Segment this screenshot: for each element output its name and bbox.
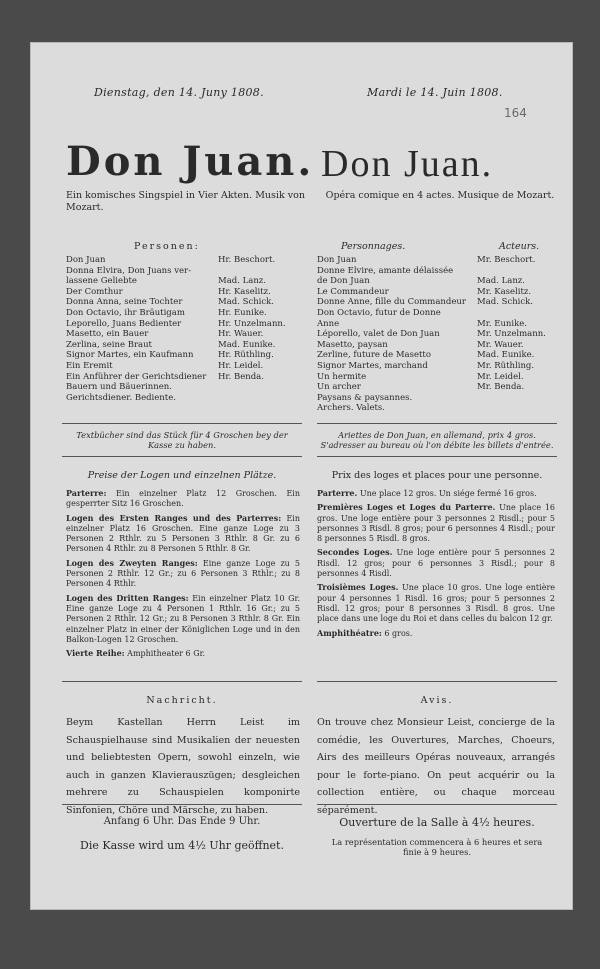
cast-row bbox=[66, 382, 306, 393]
price-label: Logen des Zweyten Ranges: bbox=[66, 557, 198, 568]
cast-row bbox=[66, 372, 306, 383]
cast-row bbox=[66, 393, 306, 404]
cast-role: Zerlina, seine Braut bbox=[66, 339, 152, 350]
cast-row bbox=[317, 393, 561, 404]
cast-role: Don Juan bbox=[317, 255, 357, 265]
price-text: Ein einzelner Platz 10 Gr. Eine ganze Loge zu 4 Personen 1 Rthlr. 16 Gr.; zu 5 Personen 2 Rthlr. 12 Gr.; zu 8 Personen 3 Rthlr. 8 Gr. Ein einzelner Platz in einer der Königlichen Loge und in den Balkon-Logen 12 Groschen. bbox=[66, 593, 300, 644]
cast-role: Donna Anna, seine Tochter bbox=[66, 297, 183, 308]
price-text: 6 gros. bbox=[384, 628, 413, 638]
cast-row bbox=[317, 266, 561, 277]
cast-row bbox=[317, 255, 561, 266]
cast-actor: Hr. Rüthling. bbox=[218, 350, 274, 361]
price-entry bbox=[66, 558, 300, 590]
subtitle-german: Ein komisches Singspiel in Vier Akten. Musik von Mozart. bbox=[66, 190, 305, 213]
booklet-note-german: Textbücher sind das Stück für 4 Groschen bey der Kasse zu haben. bbox=[76, 430, 288, 450]
cast-actor: Mad. Lanz. bbox=[477, 276, 525, 287]
cast-actor: Mr. Kaselitz. bbox=[477, 286, 532, 297]
cast-actor: Hr. Beschort. bbox=[218, 255, 276, 265]
cast-actor: Hr. Unzelmann. bbox=[218, 318, 286, 329]
price-label: Logen des Ersten Ranges und des Parterres: bbox=[66, 512, 282, 523]
cast-role: Masetto, paysan bbox=[317, 339, 388, 350]
cast-role: Don Octavio, futur de Donne bbox=[317, 307, 441, 318]
cast-actor: Hr. Wauer. bbox=[218, 329, 264, 340]
cast-row bbox=[66, 308, 306, 319]
cast-role: Paysans & paysannes. bbox=[317, 392, 413, 403]
cast-role: Léporello, valet de Don Juan bbox=[317, 329, 440, 340]
title-french: Don Juan. bbox=[321, 143, 494, 185]
cast-row bbox=[66, 340, 306, 351]
cast-role: Ein Anführer der Gerichtsdiener bbox=[66, 371, 207, 382]
start-time-german: Anfang 6 Uhr. Das Ende 9 Uhr. bbox=[103, 816, 261, 827]
cast-row bbox=[317, 308, 561, 319]
cast-row bbox=[66, 361, 306, 372]
notice-header-german: Nachricht. bbox=[146, 695, 218, 706]
price-entry bbox=[317, 582, 555, 624]
price-text: Amphitheater 6 Gr. bbox=[127, 649, 206, 659]
box-office-german: Die Kasse wird um 4½ Uhr geöffnet. bbox=[80, 839, 284, 852]
price-entry bbox=[66, 488, 300, 510]
cast-role: Anne bbox=[317, 318, 340, 329]
subtitle-french: Opéra comique en 4 actes. Musique de Mozart. bbox=[325, 190, 555, 201]
cast-role: Bauern und Bäuerinnen. bbox=[66, 382, 172, 393]
notice-header-french: Avis. bbox=[420, 695, 454, 706]
cast-role: Un archer bbox=[317, 382, 361, 393]
cast-role: Un hermite bbox=[317, 371, 367, 382]
cast-row bbox=[66, 329, 306, 340]
price-label: Amphithéatre: bbox=[317, 627, 382, 638]
cast-actor: Mad. Eunike. bbox=[218, 339, 276, 350]
prices-german bbox=[66, 488, 300, 662]
cast-role: Zerline, future de Masetto bbox=[317, 350, 431, 361]
title-german: Don Juan. bbox=[66, 138, 315, 185]
cast-actor: Hr. Leidel. bbox=[218, 360, 264, 371]
price-text: Une loge entière pour 5 personnes 2 Risdl. 12 gros; pour 6 personnes 3 Risdl.; pour 8 personnes 4 Risdl. bbox=[317, 548, 555, 579]
price-text: Eine ganze Loge zu 5 Personen 2 Rthlr. 12 Gr.; zu 6 Personen 3 Rthlr.; zu 8 Personen 4 Rthlr. bbox=[66, 558, 301, 589]
prices-french bbox=[317, 488, 555, 642]
cast-role: Donna Elvira, Don Juans ver- bbox=[66, 265, 191, 276]
cast-row bbox=[66, 319, 306, 330]
price-entry bbox=[317, 502, 555, 544]
cast-row bbox=[66, 266, 306, 277]
price-label: Premières Loges et Loges du Parterre. bbox=[317, 502, 496, 513]
cast-role: Le Commandeur bbox=[317, 286, 389, 297]
cast-header-german: Personen: bbox=[134, 241, 200, 252]
price-entry bbox=[66, 648, 300, 659]
cast-list-german bbox=[66, 255, 306, 403]
cast-role: Ein Eremit bbox=[66, 360, 113, 371]
cast-actor: Mr. Leidel. bbox=[477, 371, 524, 382]
cast-row bbox=[66, 255, 306, 266]
price-text: Ein einzelner Platz 12 Groschen. Ein gesperrter Sitz 16 Groschen. bbox=[66, 489, 301, 509]
cast-role: Archers. Valets. bbox=[317, 403, 385, 414]
playbill-sheet bbox=[30, 42, 573, 910]
price-entry bbox=[317, 628, 555, 639]
cast-row bbox=[317, 287, 561, 298]
cast-role: Don Juan bbox=[66, 255, 106, 265]
cast-actor: Mad. Schick. bbox=[218, 297, 275, 308]
price-label: Parterre: bbox=[66, 488, 107, 498]
cast-actor: Hr. Kaselitz. bbox=[218, 286, 271, 297]
cast-role: Gerichtsdiener. Bediente. bbox=[66, 392, 176, 403]
cast-role: lassene Geliebte bbox=[66, 276, 137, 287]
price-text: Une place 12 gros. Un siége fermé 16 gros. bbox=[359, 489, 537, 498]
price-label: Troisièmes Loges. bbox=[317, 582, 399, 593]
cast-role: Der Comthur bbox=[66, 286, 123, 297]
cast-row bbox=[66, 350, 306, 361]
price-label: Logen des Dritten Ranges: bbox=[66, 592, 189, 603]
cast-header-roles-french: Personnages. bbox=[341, 241, 406, 252]
cast-row bbox=[317, 350, 561, 361]
price-label: Secondes Loges. bbox=[317, 547, 393, 558]
cast-row bbox=[317, 297, 561, 308]
cast-role: de Don Juan bbox=[317, 276, 370, 287]
date-french: Mardi le 14. Juin 1808. bbox=[367, 86, 503, 99]
cast-row bbox=[66, 287, 306, 298]
notice-french: On trouve chez Monsieur Leist, concierge de la comédie, les Ouvertures, Marches, Choeurs, Airs des meilleurs Opéras nouveaux, arrangés pour le forte-piano. On peut acquérir ou la collection entière, ou chaque morceau séparément. bbox=[317, 717, 555, 816]
price-text: Une place 16 gros. Une loge entière pour 3 personnes 2 Risdl.; pour 5 personnes 3 Risdl. 8 gros; pour 6 personnes 4 Risdl.; pour 8 personnes 5 Risdl. 8 gros. bbox=[317, 503, 555, 544]
cast-actor: Mad. Schick. bbox=[477, 297, 534, 308]
cast-row bbox=[317, 276, 561, 287]
cast-row bbox=[317, 372, 561, 383]
cast-actor: Mr. Eunike. bbox=[477, 318, 527, 329]
booklet-note-french: Ariettes de Don Juan, en allemand, prix 4 gros. S'adresser au bureau où l'on débite les billets d'entrée. bbox=[320, 430, 554, 450]
schedule-french: La représentation commencera à 6 heures et sera finie à 9 heures. bbox=[331, 837, 543, 857]
cast-role: Signor Martes, ein Kaufmann bbox=[66, 350, 194, 361]
price-text: Ein einzelner Platz 16 Groschen. Eine ganze Loge zu 3 Personen 2 Rthlr. zu 5 Personen 3 Rthlr. 8 Gr. zu 6 Personen 4 Rthlr. zu 8 Personen 5 Rthlr. 8 Gr. bbox=[66, 513, 300, 554]
cast-role: Leporello, Juans Bedienter bbox=[66, 318, 182, 329]
cast-row bbox=[317, 340, 561, 351]
price-entry bbox=[66, 513, 300, 555]
cast-actor: Mad. Eunike. bbox=[477, 350, 535, 361]
cast-actor: Mr. Beschort. bbox=[477, 255, 536, 265]
opening-time-french: Ouverture de la Salle à 4½ heures. bbox=[339, 816, 535, 829]
price-text: Une place 10 gros. Une loge entière pour 4 personnes 1 Risdl. 16 gros; pour 5 personnes 2 Risdl. 12 gros; pour 8 personnes 3 Risdl. 8 gros. Une place dans une loge du Roi et dans celles du balcon 12 gr. bbox=[317, 583, 555, 624]
cast-actor: Mad. Lanz. bbox=[218, 276, 266, 287]
cast-role: Donne Anne, fille du Commandeur bbox=[317, 297, 466, 308]
cast-row bbox=[66, 297, 306, 308]
price-entry bbox=[66, 593, 300, 645]
cast-actor: Mr. Benda. bbox=[477, 382, 525, 393]
cast-actor: Mr. Rüthling. bbox=[477, 360, 535, 371]
date-german: Dienstag, den 14. Juny 1808. bbox=[94, 86, 264, 99]
cast-row bbox=[66, 276, 306, 287]
price-entry bbox=[317, 488, 555, 499]
cast-actor: Mr. Unzelmann. bbox=[477, 329, 546, 340]
cast-row bbox=[317, 319, 561, 330]
cast-row bbox=[317, 403, 561, 414]
cast-role: Don Octavio, ihr Bräutigam bbox=[66, 307, 185, 318]
prices-header-french: Prix des loges et places pour une personne. bbox=[331, 470, 543, 481]
cast-actor: Mr. Wauer. bbox=[477, 339, 524, 350]
prices-header-german: Preise der Logen und einzelnen Plätze. bbox=[87, 470, 277, 481]
cast-role: Signor Martes, marchand bbox=[317, 360, 428, 371]
cast-row bbox=[317, 361, 561, 372]
cast-list-french bbox=[317, 255, 561, 414]
cast-actor: Hr. Eunike. bbox=[218, 307, 267, 318]
price-entry bbox=[317, 547, 555, 579]
cast-role: Masetto, ein Bauer bbox=[66, 329, 149, 340]
archive-number: 164 bbox=[504, 106, 527, 120]
price-label: Vierte Reihe: bbox=[66, 648, 125, 659]
notice-german: Beym Kastellan Herrn Leist im Schauspielhause sind Musikalien der neuesten und beliebtesten Opern, sowohl einzeln, wie auch in ganzen Klavierauszügen; desgleichen mehrere zu Schauspielen komponirte Sinfonien, Chöre und Märsche, zu haben. bbox=[66, 717, 300, 816]
cast-header-actors-french: Acteurs. bbox=[499, 241, 540, 252]
cast-row bbox=[317, 382, 561, 393]
price-label: Parterre. bbox=[317, 488, 358, 498]
cast-role: Donne Elvire, amante délaissée bbox=[317, 265, 454, 276]
cast-row bbox=[317, 329, 561, 340]
cast-actor: Hr. Benda. bbox=[218, 371, 264, 382]
